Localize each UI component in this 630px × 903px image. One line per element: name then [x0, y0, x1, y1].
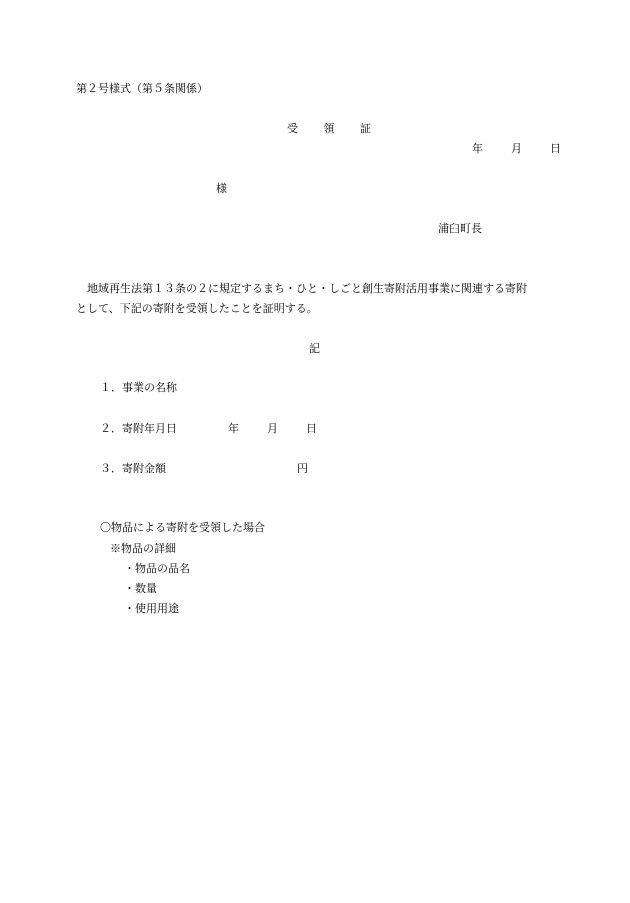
goods-heading: 〇物品による寄附を受領した場合	[100, 521, 265, 534]
issue-date	[472, 142, 561, 156]
form-number: 第２号様式（第５条関係）	[76, 82, 208, 95]
item-label: 寄附金額	[122, 462, 166, 475]
goods-detail-heading: ※物品の詳細	[110, 542, 176, 555]
goods-bullet-quantity: ・数量	[124, 582, 157, 595]
item-donation-amount	[100, 462, 166, 476]
item-label: 事業の名称	[122, 381, 177, 394]
issue-date-month: 月	[511, 142, 522, 155]
item-number: １．	[100, 381, 122, 394]
item-number: ３．	[100, 462, 122, 475]
item-business-name	[100, 381, 177, 395]
body-line-2: として、下記の寄附を受領したことを証明する。	[76, 302, 318, 315]
item-label: 寄附年月日	[122, 422, 177, 435]
body-line-1: 地域再生法第１３条の２に規定するまち・ひと・しごと創生寄附活用事業に関連する寄附	[87, 282, 527, 295]
issuer-name: 浦臼町長	[438, 222, 482, 235]
donation-year: 年	[228, 422, 239, 435]
issue-date-year: 年	[472, 142, 483, 155]
donation-date-fields	[228, 422, 317, 436]
recipient-honorific: 様	[216, 182, 227, 195]
record-heading: 記	[309, 342, 320, 355]
item-donation-date	[100, 422, 177, 436]
amount-unit: 円	[297, 462, 308, 475]
donation-month: 月	[267, 422, 278, 435]
item-number: ２．	[100, 422, 122, 435]
document-title: 受 領 証	[287, 122, 382, 135]
issue-date-day: 日	[550, 142, 561, 155]
goods-bullet-item-name: ・物品の品名	[124, 562, 190, 575]
goods-bullet-usage: ・使用用途	[124, 602, 179, 615]
donation-day: 日	[306, 422, 317, 435]
